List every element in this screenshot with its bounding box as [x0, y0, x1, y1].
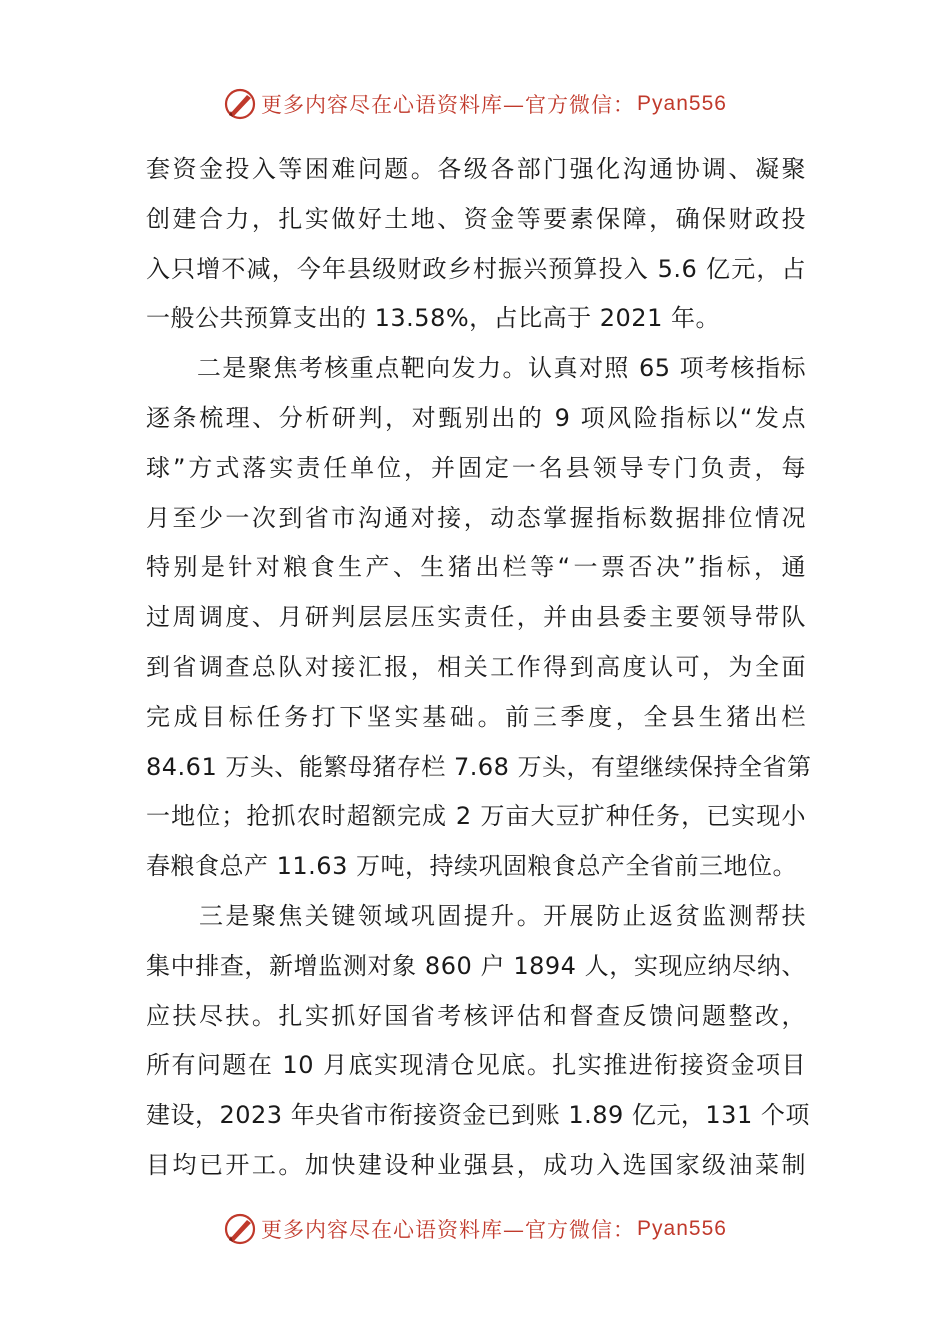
header-banner — [0, 82, 950, 126]
footer-banner — [0, 1207, 950, 1251]
body-line: 建设，2023 年央省市衔接资金已到账 1.89 亿元，131 个项 — [146, 1101, 810, 1130]
header-wechat-id: Pyan556 — [637, 92, 727, 115]
body-line: 套资金投入等困难问题。各级各部门强化沟通协调、凝聚 — [146, 155, 806, 183]
body-line: 一地位；抢抓农时超额完成 2 万亩大豆扩种任务，已实现小 — [146, 802, 806, 831]
body-line: 到省调查总队对接汇报，相关工作得到高度认可，为全面 — [146, 652, 806, 681]
body-line: 完成目标任务打下坚实基础。前三季度，全县生猪出栏 — [146, 702, 806, 731]
body-line: 二是聚焦考核重点靶向发力。认真对照 65 项考核指标 — [146, 354, 806, 383]
body-line: 过周调度、月研判层层压实责任，并由县委主要领导带队 — [146, 603, 806, 632]
body-line: 月至少一次到省市沟通对接，动态掌握指标数据排位情况 — [146, 503, 806, 532]
footer-banner-label: 更多内容尽在心语资料库—官方微信： — [261, 1218, 636, 1242]
footer-banner-text — [261, 1214, 727, 1244]
body-line: 84.61 万头、能繁母猪存栏 7.68 万头，有望继续保持全省第 — [146, 752, 812, 781]
body-line: 一般公共预算支出的 13.58%，占比高于 2021 年。 — [146, 304, 720, 333]
footer-wechat-id: Pyan556 — [637, 1217, 727, 1240]
body-line: 集中排查，新增监测对象 860 户 1894 人，实现应纳尽纳、 — [146, 951, 806, 980]
body-line: 春粮食总产 11.63 万吨，持续巩固粮食总产全省前三地位。 — [146, 852, 797, 881]
header-banner-text — [261, 89, 727, 119]
document-body — [146, 145, 812, 1191]
body-line: 球”方式落实责任单位，并固定一名县领导专门负责，每 — [146, 453, 806, 482]
pen-logo-icon — [223, 87, 257, 121]
body-line: 特别是针对粮食生产、生猪出栏等“一票否决”指标，通 — [146, 553, 806, 582]
body-line: 逐条梳理、分析研判，对甄别出的 9 项风险指标以“发点 — [146, 403, 806, 432]
pen-logo-icon — [223, 1212, 257, 1246]
body-line: 入只增不减，今年县级财政乡村振兴预算投入 5.6 亿元，占 — [146, 254, 806, 283]
body-line: 所有问题在 10 月底实现清仓见底。扎实推进衔接资金项目 — [146, 1051, 806, 1080]
body-line: 三是聚焦关键领域巩固提升。开展防止返贫监测帮扶 — [146, 901, 806, 930]
body-line: 创建合力，扎实做好土地、资金等要素保障，确保财政投 — [146, 204, 806, 233]
header-banner-label: 更多内容尽在心语资料库—官方微信： — [261, 93, 636, 117]
body-line: 目均已开工。加快建设种业强县，成功入选国家级油菜制 — [146, 1150, 806, 1179]
body-line: 应扶尽扶。扎实抓好国省考核评估和督查反馈问题整改， — [146, 1001, 806, 1030]
